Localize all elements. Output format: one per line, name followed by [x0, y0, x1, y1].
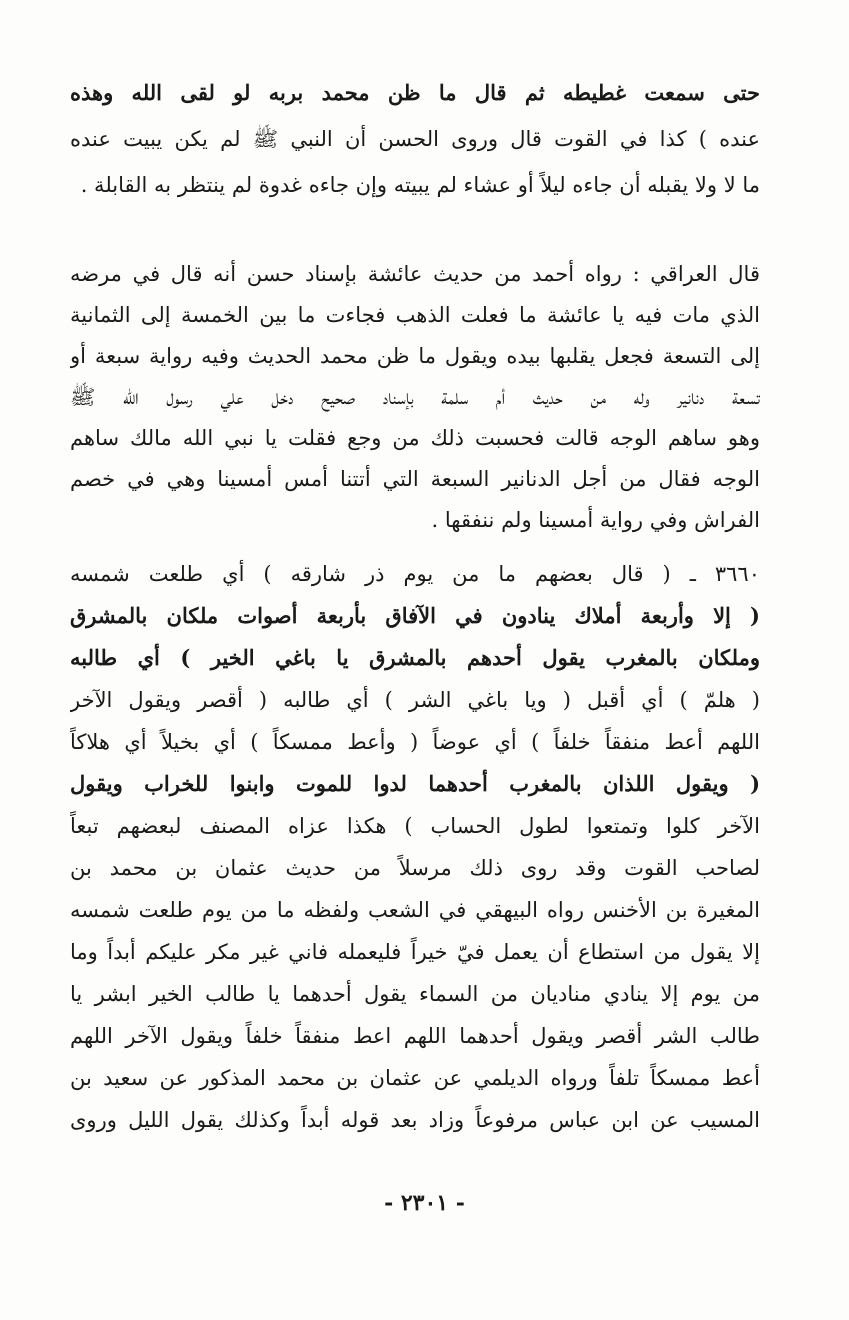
text-line: من يوم إلا ينادي مناديان من السماء يقول أحدهما يا طالب الخير ابشر يا: [70, 982, 760, 1006]
text-line: أعط ممسكاً تلفاً ورواه الديلمي عن عثمان بن محمد المذكور عن سعيد بن: [70, 1066, 760, 1090]
text-line: ( إلا وأربعة أملاك ينادون في الآفاق بأربعة أصوات ملكان بالمشرق: [70, 603, 760, 628]
page-number: - ٢٣٠١ -: [384, 1190, 465, 1216]
text-line: حتى سمعت غطيطه ثم قال ما ظن محمد بربه لو لقى الله وهذه: [70, 80, 760, 105]
text-line: اللهم أعط منفقاً خلفاً ) أي عوضاً ( وأعط ممسكاً ) أي بخيلاً أي هلاكاً: [70, 730, 760, 754]
text-line: المسيب عن ابن عباس مرفوعاً وزاد بعد قوله أبداً وكذلك يقول الليل وروى: [70, 1108, 760, 1132]
text-line: عنده ) كذا في القوت قال وروى الحسن أن النبي ﷺ لم يكن يبيت عنده: [70, 127, 760, 151]
text-line: وملكان بالمغرب يقول أحدهم بالمشرق يا باغي الخير ) أي طالبه: [70, 645, 760, 670]
text-line: ( هلمّ ) أي أقبل ( ويا باغي الشر ) أي طالبه ( أقصر ويقول الآخر: [70, 688, 760, 712]
text-line: الآخر كلوا وتمتعوا لطول الحساب ) هكذا عزاه المصنف لبعضهم تبعاً: [70, 814, 760, 838]
text-line: ما لا ولا يقبله أن جاءه ليلاً أو عشاء لم يبيته وإن جاءه غدوة لم ينتظر به القابلة .: [80, 173, 760, 197]
text-line: ( ويقول اللذان بالمغرب أحدهما لدوا للموت وابنوا للخراب ويقول: [70, 771, 760, 796]
text-line: لصاحب القوت وقد روى ذلك مرسلاً من حديث عثمان بن محمد بن: [70, 856, 760, 880]
text-line: تسعة دنانير وله من حديث أم سلمة بإسناد صحيح دخل علي رسول الله ﷺ: [70, 385, 760, 409]
commentary-paragraph-1: [70, 70, 760, 208]
text-line: قال العراقي : رواه أحمد من حديث عائشة بإسناد حسن أنه قال في مرضه: [70, 262, 760, 286]
text-line: وهو ساهم الوجه قالت فحسبت ذلك من وجع فقلت يا نبي الله مالك ساهم: [70, 426, 760, 450]
text-line: الوجه فقال من أجل الدنانير السبعة التي أتتنا أمس أمسينا وهي في خصم: [70, 467, 760, 491]
text-line: إلا يقول من استطاع أن يعمل فيّ خيراً فليعمله فاني غير مكر عليكم أبداً وما: [70, 940, 760, 964]
text-line: طالب الشر أقصر ويقول أحدهما اللهم اعط منفقاً خلفاً ويقول الآخر اللهم: [70, 1024, 760, 1048]
iraqi-takhrij-paragraph: [70, 254, 760, 541]
numbered-entry-3660: [70, 553, 760, 1141]
text-line: المغيرة بن الأخنس رواه البيهقي في الشعب ولفظه ما من يوم طلعت شمسه: [70, 898, 760, 922]
text-line: ٣٦٦٠ ـ ( قال بعضهم ما من يوم ذر شارقه ) أي طلعت شمسه: [70, 562, 760, 586]
text-line: الذي مات فيه يا عائشة ما فعلت الذهب فجاءت ما بين الخمسة إلى الثمانية: [70, 303, 760, 327]
text-line: إلى التسعة فجعل يقلبها بيده ويقول ما ظن محمد الحديث وفيه رواية سبعة أو: [70, 344, 760, 368]
text-line: الفراش وفي رواية أمسينا ولم ننفقها .: [431, 508, 760, 532]
